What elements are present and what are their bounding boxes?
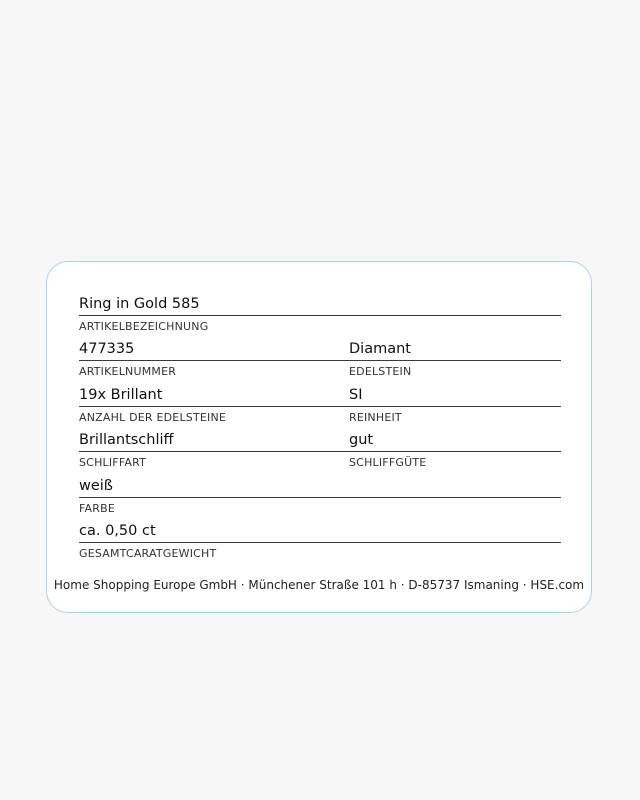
gemstone-label: EDELSTEIN [349,365,412,378]
article-number-label: ARTIKELNUMMER [79,365,177,378]
stone-count-field [79,386,349,426]
total-carat-field [79,522,561,562]
article-name-divider [79,315,561,316]
article-name-value: Ring in Gold 585 [79,296,200,312]
article-number-value: 477335 [79,341,135,357]
total-carat-label: GESAMTCARATGEWICHT [79,547,217,560]
gemstone-divider [349,360,561,361]
cut-type-label: SCHLIFFART [79,456,147,469]
cut-quality-value: gut [349,432,374,448]
clarity-value: SI [349,387,363,403]
color-value: weiß [79,478,113,494]
cut-type-value: Brillantschliff [79,432,174,448]
stone-count-value: 19x Brillant [79,387,163,403]
gemstone-field [349,340,561,380]
cut-type-field [79,431,349,471]
clarity-divider [349,406,561,407]
color-label: FARBE [79,502,115,515]
stone-count-divider [79,406,349,407]
cut-quality-field [349,431,561,471]
company-footer: Home Shopping Europe GmbH · Münchener Straße 101 h · D-85737 Ismaning · HSE.com [53,578,585,592]
article-number-field [79,340,349,380]
article-name-label: ARTIKELBEZEICHNUNG [79,320,209,333]
clarity-field [349,386,561,426]
cut-type-divider [79,451,349,452]
product-certificate-card [46,261,592,613]
color-divider [79,497,561,498]
stone-count-label: ANZAHL DER EDELSTEINE [79,411,227,424]
cut-quality-label: SCHLIFFGÜTE [349,456,427,469]
color-field [79,477,561,517]
gemstone-value: Diamant [349,341,411,357]
article-name-field [79,295,561,335]
cut-quality-divider [349,451,561,452]
article-number-divider [79,360,349,361]
clarity-label: REINHEIT [349,411,402,424]
total-carat-value: ca. 0,50 ct [79,523,156,539]
total-carat-divider [79,542,561,543]
